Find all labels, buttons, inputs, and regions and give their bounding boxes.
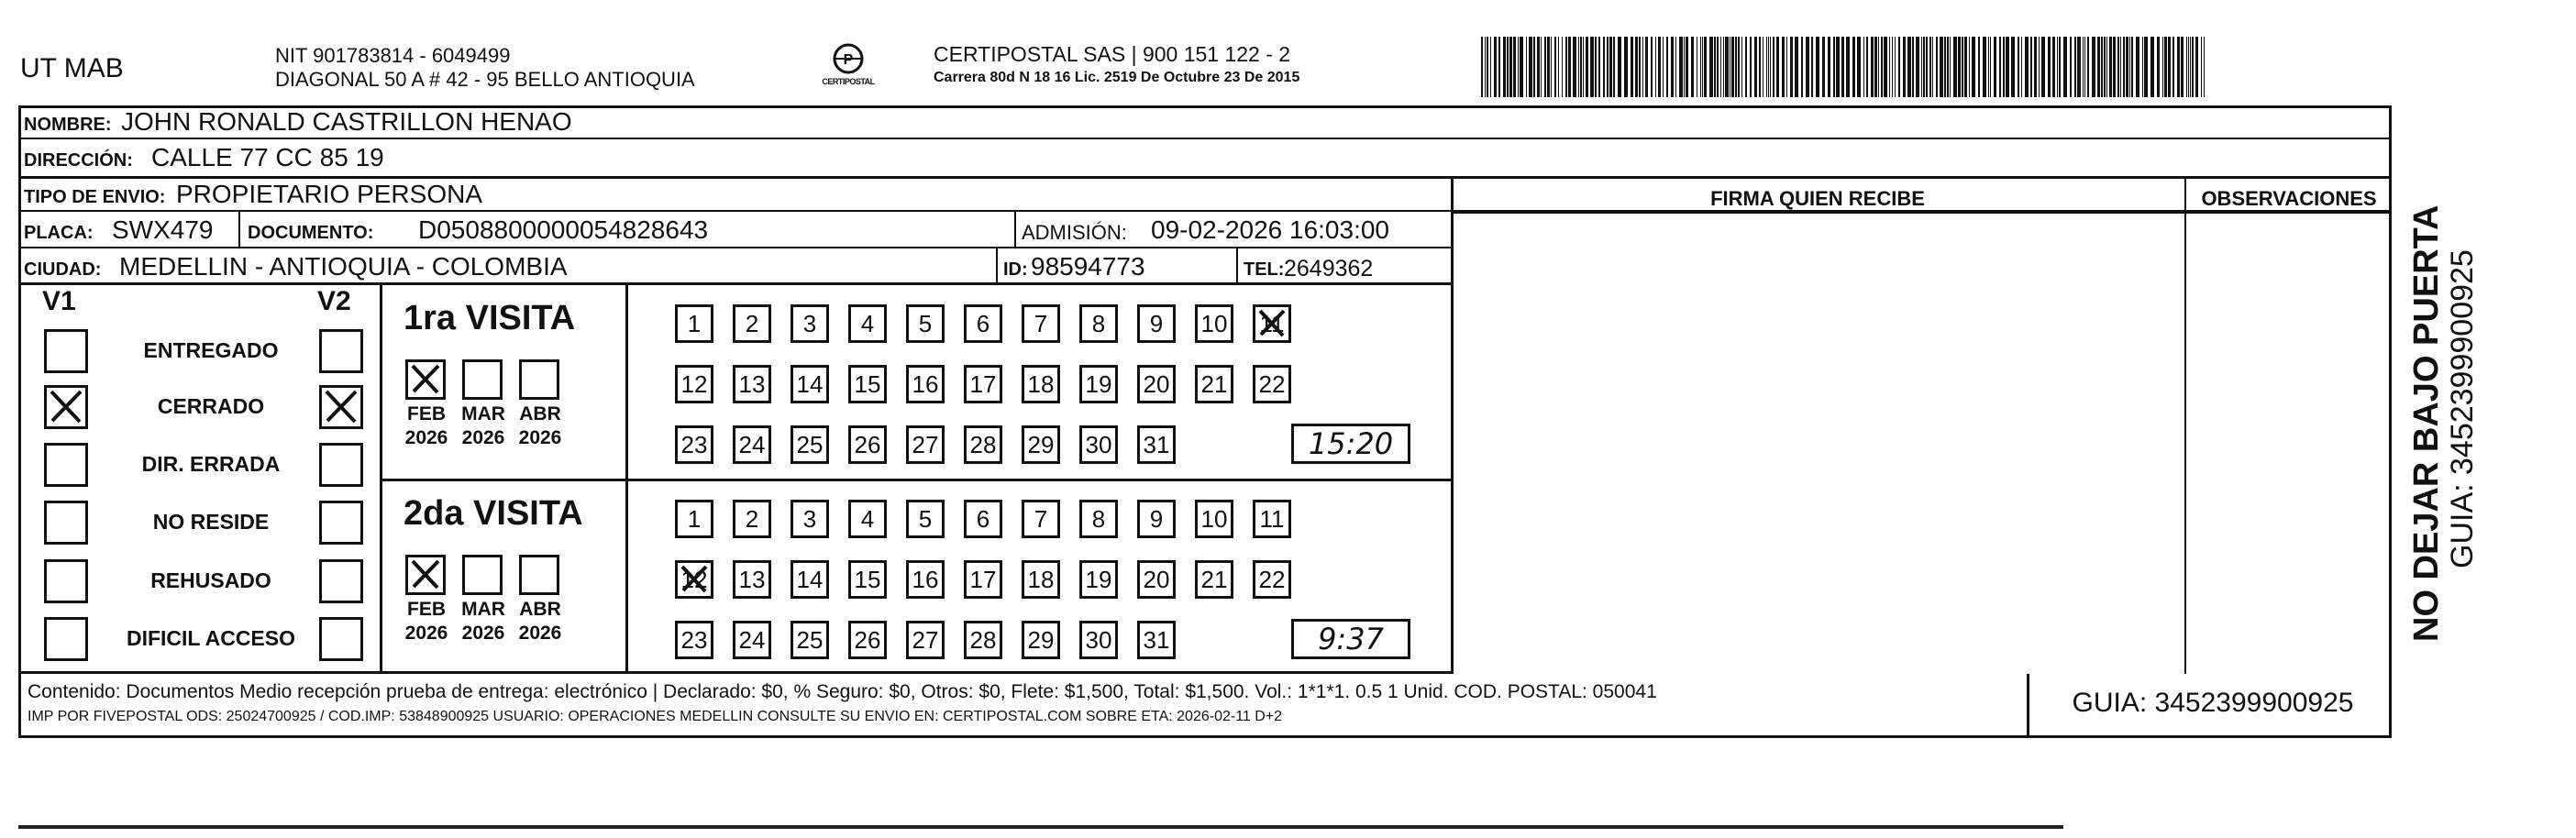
day-box[interactable] xyxy=(848,425,887,464)
day-number: 27 xyxy=(912,626,939,654)
day-number: 19 xyxy=(1085,566,1112,593)
visit-mid-divider xyxy=(380,479,1451,481)
day-box[interactable] xyxy=(1022,365,1060,403)
visit-title: 2da VISITA xyxy=(404,494,583,533)
month-checkbox[interactable] xyxy=(405,359,446,400)
day-number: 1 xyxy=(687,505,702,533)
day-box[interactable] xyxy=(848,621,887,659)
v2-checkbox[interactable] xyxy=(319,501,363,545)
direccion-value: CALLE 77 CC 85 19 xyxy=(151,143,384,171)
day-box[interactable] xyxy=(1137,425,1176,464)
day-number: 28 xyxy=(969,431,997,458)
v2-checkbox[interactable] xyxy=(319,329,363,373)
documento-label: DOCUMENTO: xyxy=(248,223,374,243)
month-divider xyxy=(625,285,628,674)
day-number: 16 xyxy=(912,370,939,398)
day-box[interactable] xyxy=(1253,304,1291,343)
tel-value: 2649362 xyxy=(1284,256,1374,281)
footer-line2: IMP POR FIVEPOSTAL ODS: 25024700925 / COD.IMP: 53848900925 USUARIO: OPERACIONES MEDELLIN CONSULTE SU ENVIO EN: CERTIPOSTAL.COM SOBRE ETA: 2026-02-11 D+2 xyxy=(28,709,1283,724)
month-checkbox[interactable] xyxy=(462,555,503,595)
x-mark-icon xyxy=(1255,307,1288,340)
day-number: 23 xyxy=(680,626,708,654)
year-label: 2026 xyxy=(461,623,505,644)
day-number: 23 xyxy=(680,431,708,458)
side-warning: NO DEJAR BAJO PUERTA xyxy=(2407,204,2446,642)
day-number: 28 xyxy=(969,626,997,654)
day-box[interactable] xyxy=(790,500,829,538)
day-number: 5 xyxy=(918,505,933,533)
day-number: 15 xyxy=(854,370,881,398)
day-box[interactable] xyxy=(848,560,887,599)
year-label: 2026 xyxy=(461,427,505,448)
day-box[interactable] xyxy=(675,560,713,599)
status-label: DIFICIL ACCESO xyxy=(126,626,295,650)
day-number: 30 xyxy=(1085,431,1112,458)
v1-checkbox[interactable] xyxy=(44,443,88,487)
day-number: 9 xyxy=(1149,310,1164,337)
day-number: 22 xyxy=(1258,370,1286,398)
day-box[interactable] xyxy=(1137,304,1176,343)
day-box[interactable] xyxy=(906,560,945,599)
day-box[interactable] xyxy=(790,425,829,464)
day-box[interactable] xyxy=(906,365,945,403)
direccion-row xyxy=(18,139,2392,179)
year-label: 2026 xyxy=(404,427,448,448)
tipo-label: TIPO DE ENVIO: xyxy=(24,187,166,207)
day-number: 8 xyxy=(1091,505,1106,533)
day-number: 21 xyxy=(1200,370,1228,398)
day-box[interactable] xyxy=(848,304,887,343)
day-box[interactable] xyxy=(675,500,713,538)
day-number: 4 xyxy=(860,310,875,337)
sender-name: UT MAB xyxy=(20,53,124,83)
day-box[interactable] xyxy=(1022,621,1060,659)
day-box[interactable] xyxy=(733,304,771,343)
day-number: 22 xyxy=(1258,566,1286,593)
day-number: 14 xyxy=(796,566,824,593)
v2-label: V2 xyxy=(317,286,351,316)
month-label: MAR xyxy=(461,599,505,620)
month-checkbox[interactable] xyxy=(462,359,503,400)
day-number: 24 xyxy=(738,626,766,654)
firma-header-line xyxy=(1451,212,2392,214)
day-box[interactable] xyxy=(675,365,713,403)
day-box[interactable] xyxy=(1079,621,1118,659)
direccion-label: DIRECCIÓN: xyxy=(24,150,133,171)
day-number: 3 xyxy=(802,505,817,533)
day-box[interactable] xyxy=(906,500,945,538)
month-checkbox[interactable] xyxy=(519,359,559,400)
day-number: 11 xyxy=(1259,310,1285,337)
x-mark-icon xyxy=(408,557,443,592)
obs-divider xyxy=(2184,179,2186,674)
certipostal-logo xyxy=(807,42,890,94)
tipo-value: PROPIETARIO PERSONA xyxy=(176,180,482,208)
day-number: 20 xyxy=(1143,566,1170,593)
day-box[interactable] xyxy=(675,425,713,464)
day-box[interactable] xyxy=(675,304,713,343)
day-number: 20 xyxy=(1143,370,1170,398)
sender-nit: NIT 901783814 - 6049499 xyxy=(275,44,511,67)
nombre-row xyxy=(18,105,2392,139)
svg-text:P: P xyxy=(843,52,854,68)
status-label: ENTREGADO xyxy=(143,338,279,362)
month-label: MAR xyxy=(461,403,505,425)
day-number: 5 xyxy=(918,310,933,337)
day-box[interactable] xyxy=(733,621,771,659)
day-box[interactable] xyxy=(848,365,887,403)
day-number: 4 xyxy=(860,505,875,533)
day-number: 24 xyxy=(738,431,766,458)
nombre-value: JOHN RONALD CASTRILLON HENAO xyxy=(121,107,572,136)
day-number: 13 xyxy=(738,566,766,593)
day-box[interactable] xyxy=(1195,500,1233,538)
day-number: 26 xyxy=(854,626,881,654)
day-number: 29 xyxy=(1027,626,1055,654)
v1-checkbox[interactable] xyxy=(44,329,88,373)
status-label: DIR. ERRADA xyxy=(141,452,281,476)
day-number: 26 xyxy=(854,431,881,458)
v2-checkbox[interactable] xyxy=(319,617,363,661)
x-mark-icon xyxy=(678,563,711,596)
year-label: 2026 xyxy=(404,623,448,644)
day-number: 21 xyxy=(1200,566,1228,593)
side-guia: GUIA: 3452399900925 xyxy=(2445,249,2480,568)
day-number: 1 xyxy=(687,310,702,337)
visit-time: 9:37 xyxy=(1291,619,1410,659)
day-box[interactable] xyxy=(964,365,1002,403)
day-number: 30 xyxy=(1085,626,1112,654)
day-box[interactable] xyxy=(675,621,713,659)
day-box[interactable] xyxy=(733,560,771,599)
year-label: 2026 xyxy=(518,623,562,644)
day-box[interactable] xyxy=(906,621,945,659)
day-box[interactable] xyxy=(906,425,945,464)
id-value: 98594773 xyxy=(1031,252,1145,281)
day-number: 7 xyxy=(1034,310,1048,337)
day-box[interactable] xyxy=(964,425,1002,464)
status-label: REHUSADO xyxy=(150,568,271,592)
day-number: 3 xyxy=(802,310,817,337)
day-number: 17 xyxy=(969,566,997,593)
day-box[interactable] xyxy=(1253,365,1291,403)
day-box[interactable] xyxy=(1195,365,1233,403)
visit-title: 1ra VISITA xyxy=(404,299,576,337)
day-number: 31 xyxy=(1143,431,1170,458)
firma-area xyxy=(1451,179,1454,674)
day-box[interactable] xyxy=(790,621,829,659)
v1-checkbox[interactable] xyxy=(44,385,88,429)
day-box[interactable] xyxy=(1022,500,1060,538)
v2-checkbox[interactable] xyxy=(319,443,363,487)
day-number: 6 xyxy=(976,505,990,533)
day-box[interactable] xyxy=(790,304,829,343)
day-box[interactable] xyxy=(1079,425,1118,464)
v1-checkbox[interactable] xyxy=(44,501,88,545)
x-mark-icon xyxy=(408,362,443,397)
day-box[interactable] xyxy=(1137,560,1176,599)
day-number: 19 xyxy=(1085,370,1112,398)
day-box[interactable] xyxy=(1079,365,1118,403)
day-box[interactable] xyxy=(1253,500,1291,538)
day-number: 11 xyxy=(1259,505,1285,533)
nombre-label: NOMBRE: xyxy=(24,115,112,135)
placa-row xyxy=(18,212,1451,248)
day-number: 18 xyxy=(1027,370,1055,398)
day-number: 8 xyxy=(1091,310,1106,337)
day-box[interactable] xyxy=(1079,560,1118,599)
month-label: ABR xyxy=(519,599,561,620)
month-checkbox[interactable] xyxy=(519,555,559,595)
day-number: 2 xyxy=(745,505,759,533)
company-name: CERTIPOSTAL SAS | 900 151 122 - 2 xyxy=(934,42,1291,66)
day-number: 25 xyxy=(796,626,824,654)
day-box[interactable] xyxy=(906,304,945,343)
visit-time: 15:20 xyxy=(1291,424,1410,464)
day-box[interactable] xyxy=(1079,304,1118,343)
month-label: FEB xyxy=(407,403,446,425)
day-number: 31 xyxy=(1143,626,1170,654)
v1-checkbox[interactable] xyxy=(44,617,88,661)
day-box[interactable] xyxy=(848,500,887,538)
day-box[interactable] xyxy=(733,365,771,403)
year-label: 2026 xyxy=(518,427,562,448)
day-number: 12 xyxy=(680,370,708,398)
day-box[interactable] xyxy=(790,365,829,403)
status-label: NO RESIDE xyxy=(152,510,270,534)
documento-value: D0508800000054828643 xyxy=(418,215,709,244)
tel-label: TEL: xyxy=(1244,259,1285,280)
firma-label: FIRMA QUIEN RECIBE xyxy=(1710,187,1925,210)
barcode xyxy=(1481,37,2210,97)
day-number: 27 xyxy=(912,431,939,458)
day-box[interactable] xyxy=(1137,365,1176,403)
day-number: 2 xyxy=(745,310,759,337)
day-number: 9 xyxy=(1149,505,1164,533)
admision-value: 09-02-2026 16:03:00 xyxy=(1151,215,1389,244)
month-label: FEB xyxy=(407,599,446,620)
logo-text: CERTIPOSTAL xyxy=(822,77,875,86)
month-checkbox[interactable] xyxy=(405,555,446,595)
day-box[interactable] xyxy=(733,500,771,538)
day-box[interactable] xyxy=(964,304,1002,343)
day-number: 15 xyxy=(854,566,881,593)
day-number: 25 xyxy=(796,431,824,458)
day-number: 14 xyxy=(796,370,824,398)
x-mark-icon xyxy=(47,388,85,426)
day-number: 7 xyxy=(1034,505,1048,533)
ciudad-row xyxy=(18,248,1451,285)
day-box[interactable] xyxy=(733,425,771,464)
day-box[interactable] xyxy=(964,500,1002,538)
day-box[interactable] xyxy=(1079,500,1118,538)
day-box[interactable] xyxy=(1022,560,1060,599)
x-mark-icon xyxy=(322,388,360,426)
day-box[interactable] xyxy=(1022,304,1060,343)
day-number: 17 xyxy=(969,370,997,398)
v1-checkbox[interactable] xyxy=(44,559,88,603)
admision-label: ADMISIÓN: xyxy=(1022,221,1127,244)
day-number: 6 xyxy=(976,310,990,337)
status-label: CERRADO xyxy=(157,394,265,418)
day-box[interactable] xyxy=(1253,560,1291,599)
day-number: 18 xyxy=(1027,566,1055,593)
month-label: ABR xyxy=(519,403,561,425)
day-box[interactable] xyxy=(964,560,1002,599)
day-number: 16 xyxy=(912,566,939,593)
day-box[interactable] xyxy=(964,621,1002,659)
v2-checkbox[interactable] xyxy=(319,559,363,603)
company-address: Carrera 80d N 18 16 Lic. 2519 De Octubre 23 De 2015 xyxy=(934,70,1300,85)
day-number: 29 xyxy=(1027,431,1055,458)
v2-checkbox[interactable] xyxy=(319,385,363,429)
footer-guia-box: GUIA: 3452399900925 xyxy=(2072,688,2354,718)
day-box[interactable] xyxy=(790,560,829,599)
ciudad-label: CIUDAD: xyxy=(24,259,102,280)
bottom-rule xyxy=(18,825,2063,829)
v1-label: V1 xyxy=(42,286,76,316)
sender-address: DIAGONAL 50 A # 42 - 95 BELLO ANTIOQUIA xyxy=(275,68,695,91)
day-number: 13 xyxy=(738,370,766,398)
id-label: ID: xyxy=(1003,259,1028,280)
day-number: 10 xyxy=(1200,310,1228,337)
placa-value: SWX479 xyxy=(112,215,214,244)
day-box[interactable] xyxy=(1195,304,1233,343)
day-number: 12 xyxy=(680,566,708,593)
ciudad-value: MEDELLIN - ANTIOQUIA - COLOMBIA xyxy=(119,252,568,281)
day-box[interactable] xyxy=(1022,425,1060,464)
day-box[interactable] xyxy=(1137,621,1176,659)
placa-label: PLACA: xyxy=(24,223,94,243)
observaciones-label: OBSERVACIONES xyxy=(2201,187,2377,210)
day-box[interactable] xyxy=(1137,500,1176,538)
day-box[interactable] xyxy=(1195,560,1233,599)
day-number: 10 xyxy=(1200,505,1228,533)
footer-guia-divider xyxy=(2027,674,2029,738)
footer-line1: Contenido: Documentos Medio recepción prueba de entrega: electrónico | Declarado: $0, % Seguro: $0, Otros: $0, Flete: $1,500, Total: $1,500. Vol.: 1*1*1. 0.5 1 Unid. COD. POSTAL: 050041 xyxy=(28,681,1657,702)
